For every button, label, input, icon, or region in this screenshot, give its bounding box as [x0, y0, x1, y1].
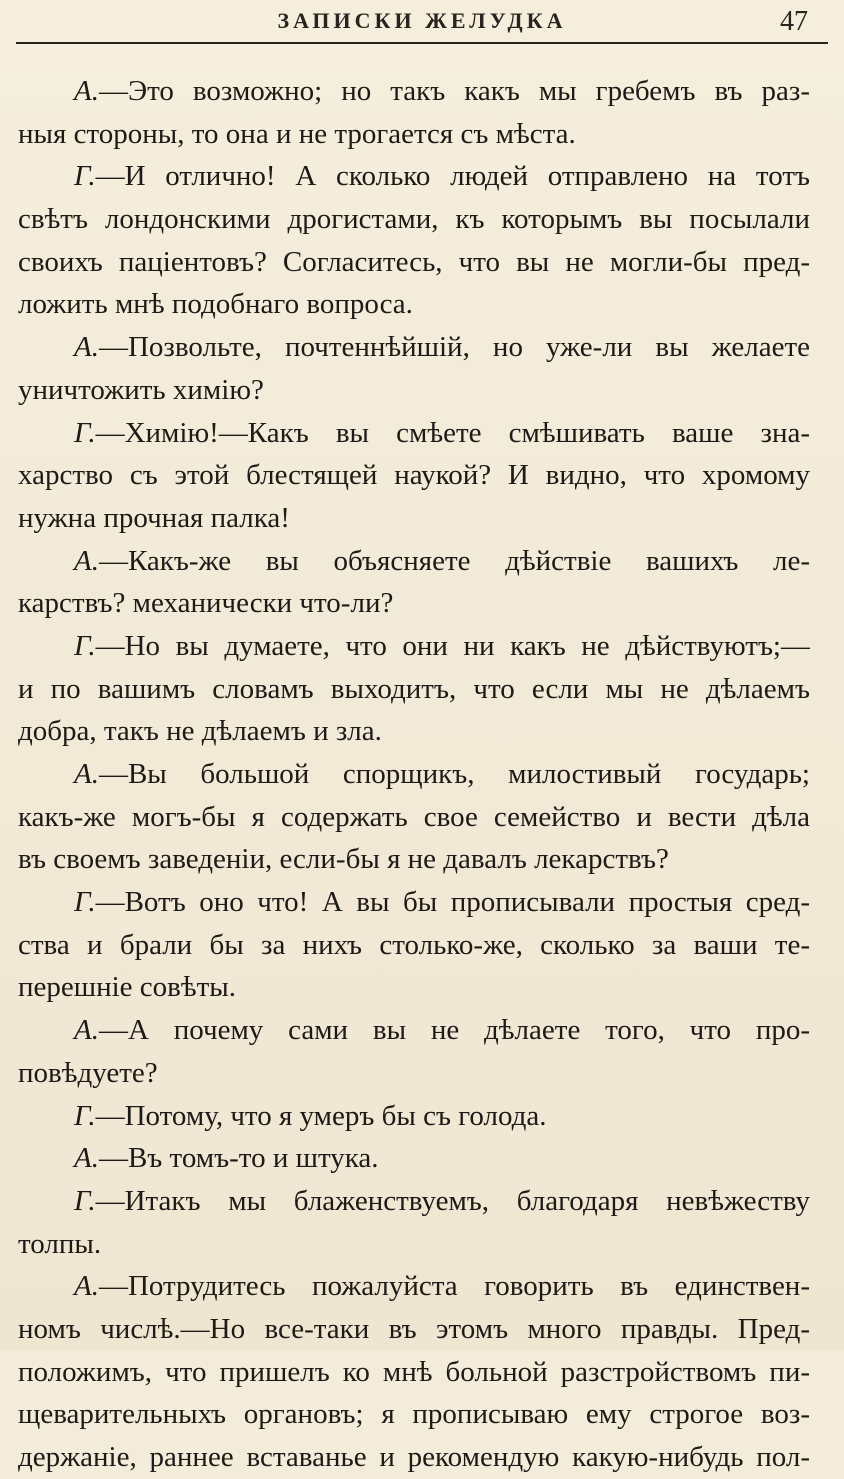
text-line [18, 1308, 810, 1351]
line-text: —Химію!—Какъ вы смѣете смѣшивать ваше зна- [95, 416, 810, 449]
line-text: добра, такъ не дѣлаемъ и зла. [18, 715, 382, 748]
speaker-label: А. [74, 75, 99, 107]
text-line [18, 924, 810, 967]
speaker-label: А. [74, 1014, 99, 1047]
text-line [18, 1393, 810, 1436]
text-line [18, 283, 810, 326]
header-rule [16, 42, 828, 44]
text-line [18, 966, 810, 1009]
line-text: —Потому, что я умеръ бы съ голода. [95, 1099, 547, 1132]
line-text: положимъ, что пришелъ ко мнѣ больной разстройствомъ пи- [18, 1355, 810, 1388]
line-text: —Въ томъ-то и штука. [98, 1142, 379, 1175]
line-text: ложить мнѣ подобнаго вопроса. [18, 288, 413, 321]
line-text: номъ числѣ.—Но все-таки въ этомъ много правды. Пред- [18, 1312, 810, 1345]
text-line [18, 70, 810, 113]
speaker-label: Г. [74, 629, 96, 662]
line-text: —И отлично! А сколько людей отправлено на тотъ [95, 160, 810, 193]
text-line [18, 1223, 810, 1266]
text-line [18, 113, 810, 156]
text-line [18, 1351, 810, 1394]
speaker-label: Г. [74, 1184, 96, 1217]
line-text: —Итакъ мы блаженствуемъ, благодаря невѣжеству [95, 1184, 810, 1217]
text-line [18, 796, 810, 839]
speaker-label: А. [74, 331, 99, 364]
text-line [18, 454, 810, 497]
text-line [18, 625, 810, 668]
text-line [18, 1137, 810, 1180]
text-line [18, 326, 810, 369]
text-line [18, 881, 810, 924]
line-text: и по вашимъ словамъ выходитъ, что если мы не дѣлаемъ [18, 672, 810, 705]
line-text: —А почему сами вы не дѣлаете того, что про- [98, 1014, 810, 1047]
line-text: въ своемъ заведеніи, если-бы я не давалъ лекарствъ? [18, 843, 669, 876]
line-text: держаніе, раннее вставанье и рекомендую какую-нибудь пол- [18, 1441, 810, 1473]
text-line [18, 710, 810, 753]
speaker-label: А. [74, 544, 99, 577]
speaker-label: Г. [74, 160, 96, 193]
line-text: —Вотъ оно что! А вы бы прописывали простыя сред- [95, 886, 810, 919]
text-line [18, 1052, 810, 1095]
line-text: —Какъ-же вы объясняете дѣйствіе вашихъ ле- [98, 544, 810, 577]
text-line [18, 412, 810, 455]
text-line [18, 1265, 810, 1308]
line-text: уничтожить химію? [18, 373, 264, 406]
text-line [18, 1180, 810, 1223]
text-line [18, 1009, 810, 1052]
line-text: своихъ паціентовъ? Согласитесь, что вы не могли-бы пред- [18, 245, 810, 278]
line-text: повѣдуете? [18, 1056, 158, 1089]
line-text: —Вы большой спорщикъ, милостивый государь; [98, 758, 810, 790]
speaker-label: Г. [74, 1099, 96, 1132]
text-line [18, 198, 810, 241]
text-line [18, 838, 810, 881]
speaker-label: А. [74, 1142, 99, 1175]
line-text: толпы. [18, 1227, 102, 1260]
line-text: щеварительныхъ органовъ; я прописываю ему строгое воз- [18, 1398, 810, 1431]
running-head [0, 6, 844, 40]
speaker-label: Г. [74, 416, 96, 449]
text-line [18, 369, 810, 412]
dialogue-text [18, 70, 810, 1479]
line-text: какъ-же могъ-бы я содержать свое семейство и вести дѣла [18, 800, 810, 833]
speaker-label: А. [74, 1270, 99, 1303]
text-line [18, 497, 810, 540]
text-line [18, 241, 810, 284]
line-text: ства и брали бы за нихъ столько-же, сколько за ваши те- [18, 928, 810, 961]
line-text: —Но вы думаете, что они ни какъ не дѣйствуютъ;— [95, 629, 810, 662]
text-line [18, 1436, 810, 1479]
line-text: харство съ этой блестящей наукой? И видно, что хромому [18, 459, 810, 492]
text-line [18, 1095, 810, 1138]
line-text: —Потрудитесь пожалуйста говорить въ единствен- [98, 1270, 810, 1303]
page-number: 47 [780, 6, 808, 37]
speaker-label: А. [74, 758, 99, 790]
line-text: нужна прочная палка! [18, 501, 290, 534]
line-text: карствъ? механически что-ли? [18, 587, 394, 620]
text-line [18, 540, 810, 583]
text-line [18, 582, 810, 625]
text-line [18, 155, 810, 198]
text-line [18, 753, 810, 796]
line-text: перешніе совѣты. [18, 971, 237, 1004]
speaker-label: Г. [74, 886, 96, 919]
text-line [18, 668, 810, 711]
line-text: ныя стороны, то она и не трогается съ мѣста. [18, 117, 576, 150]
line-text: —Позвольте, почтеннѣйшій, но уже-ли вы желаете [98, 331, 810, 364]
line-text: свѣтъ лондонскими дрогистами, къ которымъ вы посылали [18, 203, 810, 236]
line-text: —Это возможно; но такъ какъ мы гребемъ въ раз- [98, 75, 810, 107]
running-title: ЗАПИСКИ ЖЕЛУДКА [277, 8, 567, 33]
